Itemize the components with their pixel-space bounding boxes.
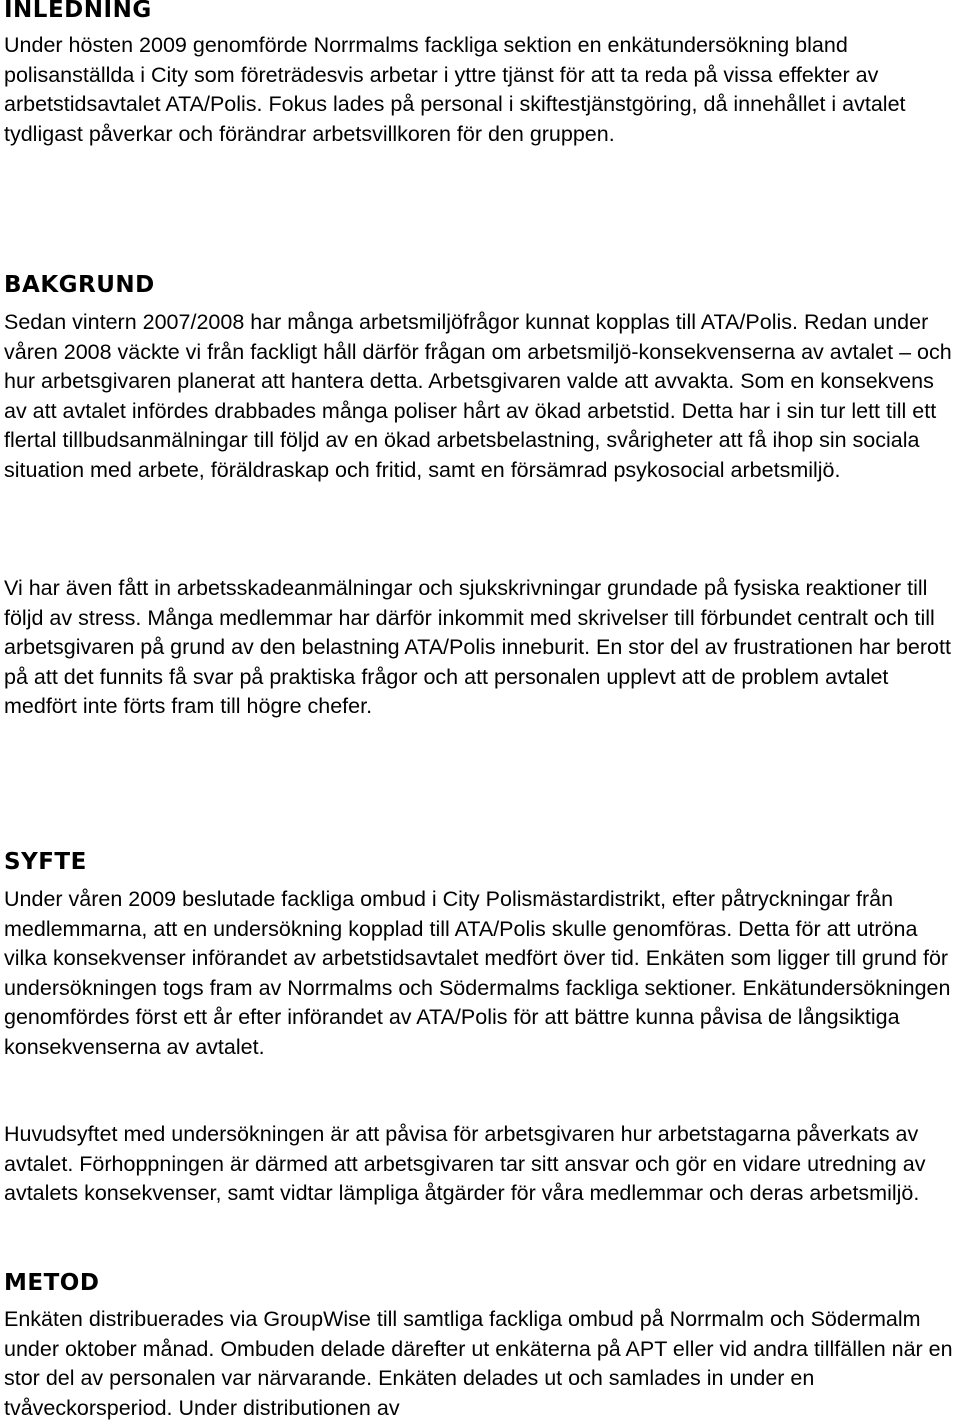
heading-bakgrund: BAKGRUND: [4, 272, 155, 298]
paragraph-syfte-1: Under våren 2009 beslutade fackliga ombud i City Polismästardistrikt, efter påtryckningar från medlemmarna, att en undersökning kopplad till ATA/Polis skulle genomföras. Detta för att utröna vilka konsekvenser införandet av arbetstidsavtalet medfört över tid. Enkäten som ligger till grund för undersökningen togs fram av Norrmalms och Södermalms fackliga sektioner. Enkätundersökningen genomfördes först ett år efter införandet av ATA/Polis för att bättre kunna påvisa de långsiktiga konsekvenserna av avtalet.: [4, 887, 951, 1059]
heading-syfte: SYFTE: [4, 849, 87, 875]
heading-metod: METOD: [4, 1270, 100, 1296]
paragraph-inledning: Under hösten 2009 genomförde Norrmalms fackliga sektion en enkätundersökning bland polisanställda i City som företrädesvis arbetar i yttre tjänst för att ta reda på vissa effekter av arbetstidsavtalet ATA/Polis. Fokus lades på personal i skiftestjänstgöring, då innehållet i avtalet tydligast påverkar och förändrar arbetsvillkoren för den gruppen.: [4, 33, 906, 146]
paragraph-syfte-2: Huvudsyftet med undersökningen är att påvisa för arbetsgivaren hur arbetstagarna påverkats av avtalet. Förhoppningen är därmed att arbetsgivaren tar sitt ansvar och gör en vidare utredning av avtalets konsekvenser, samt vidtar lämpliga åtgärder för våra medlemmar och deras arbetsmiljö.: [4, 1122, 926, 1205]
paragraph-metod: Enkäten distribuerades via GroupWise till samtliga fackliga ombud på Norrmalm och Södermalm under oktober månad. Ombuden delade därefter ut enkäterna på APT eller vid andra tillfällen när en stor del av personalen var närvarande. Enkäten delades ut och samlades in under en tvåveckorsperiod. Under distributionen av: [4, 1307, 953, 1420]
paragraph-bakgrund-1: Sedan vintern 2007/2008 har många arbetsmiljöfrågor kunnat kopplas till ATA/Polis. Redan under våren 2008 väckte vi från fackligt håll därför frågan om arbetsmiljö-konsekvenserna av avtalet – och hur arbetsgivaren planerat att hantera detta. Arbetsgivaren valde att avvakta. Som en konsekvens av att avtalet infördes drabbades många poliser hårt av ökad arbetstid. Detta har i sin tur lett till ett flertal tillbudsanmälningar till följd av en ökad arbetsbelastning, svårigheter att få ihop sin sociala situation med arbete, föräldraskap och fritid, samt en försämrad psykosocial arbetsmiljö.: [4, 310, 952, 482]
heading-inledning: INLEDNING: [4, 0, 152, 23]
paragraph-bakgrund-2: Vi har även fått in arbetsskadeanmälningar och sjukskrivningar grundade på fysiska reaktioner till följd av stress. Många medlemmar har därför inkommit med skrivelser till förbundet centralt och till arbetsgivaren på grund av den belastning ATA/Polis inneburit. En stor del av frustrationen har berott på att det funnits få svar på praktiska frågor och att personalen upplevt att de problem avtalet medfört inte förts fram till högre chefer.: [4, 576, 951, 718]
